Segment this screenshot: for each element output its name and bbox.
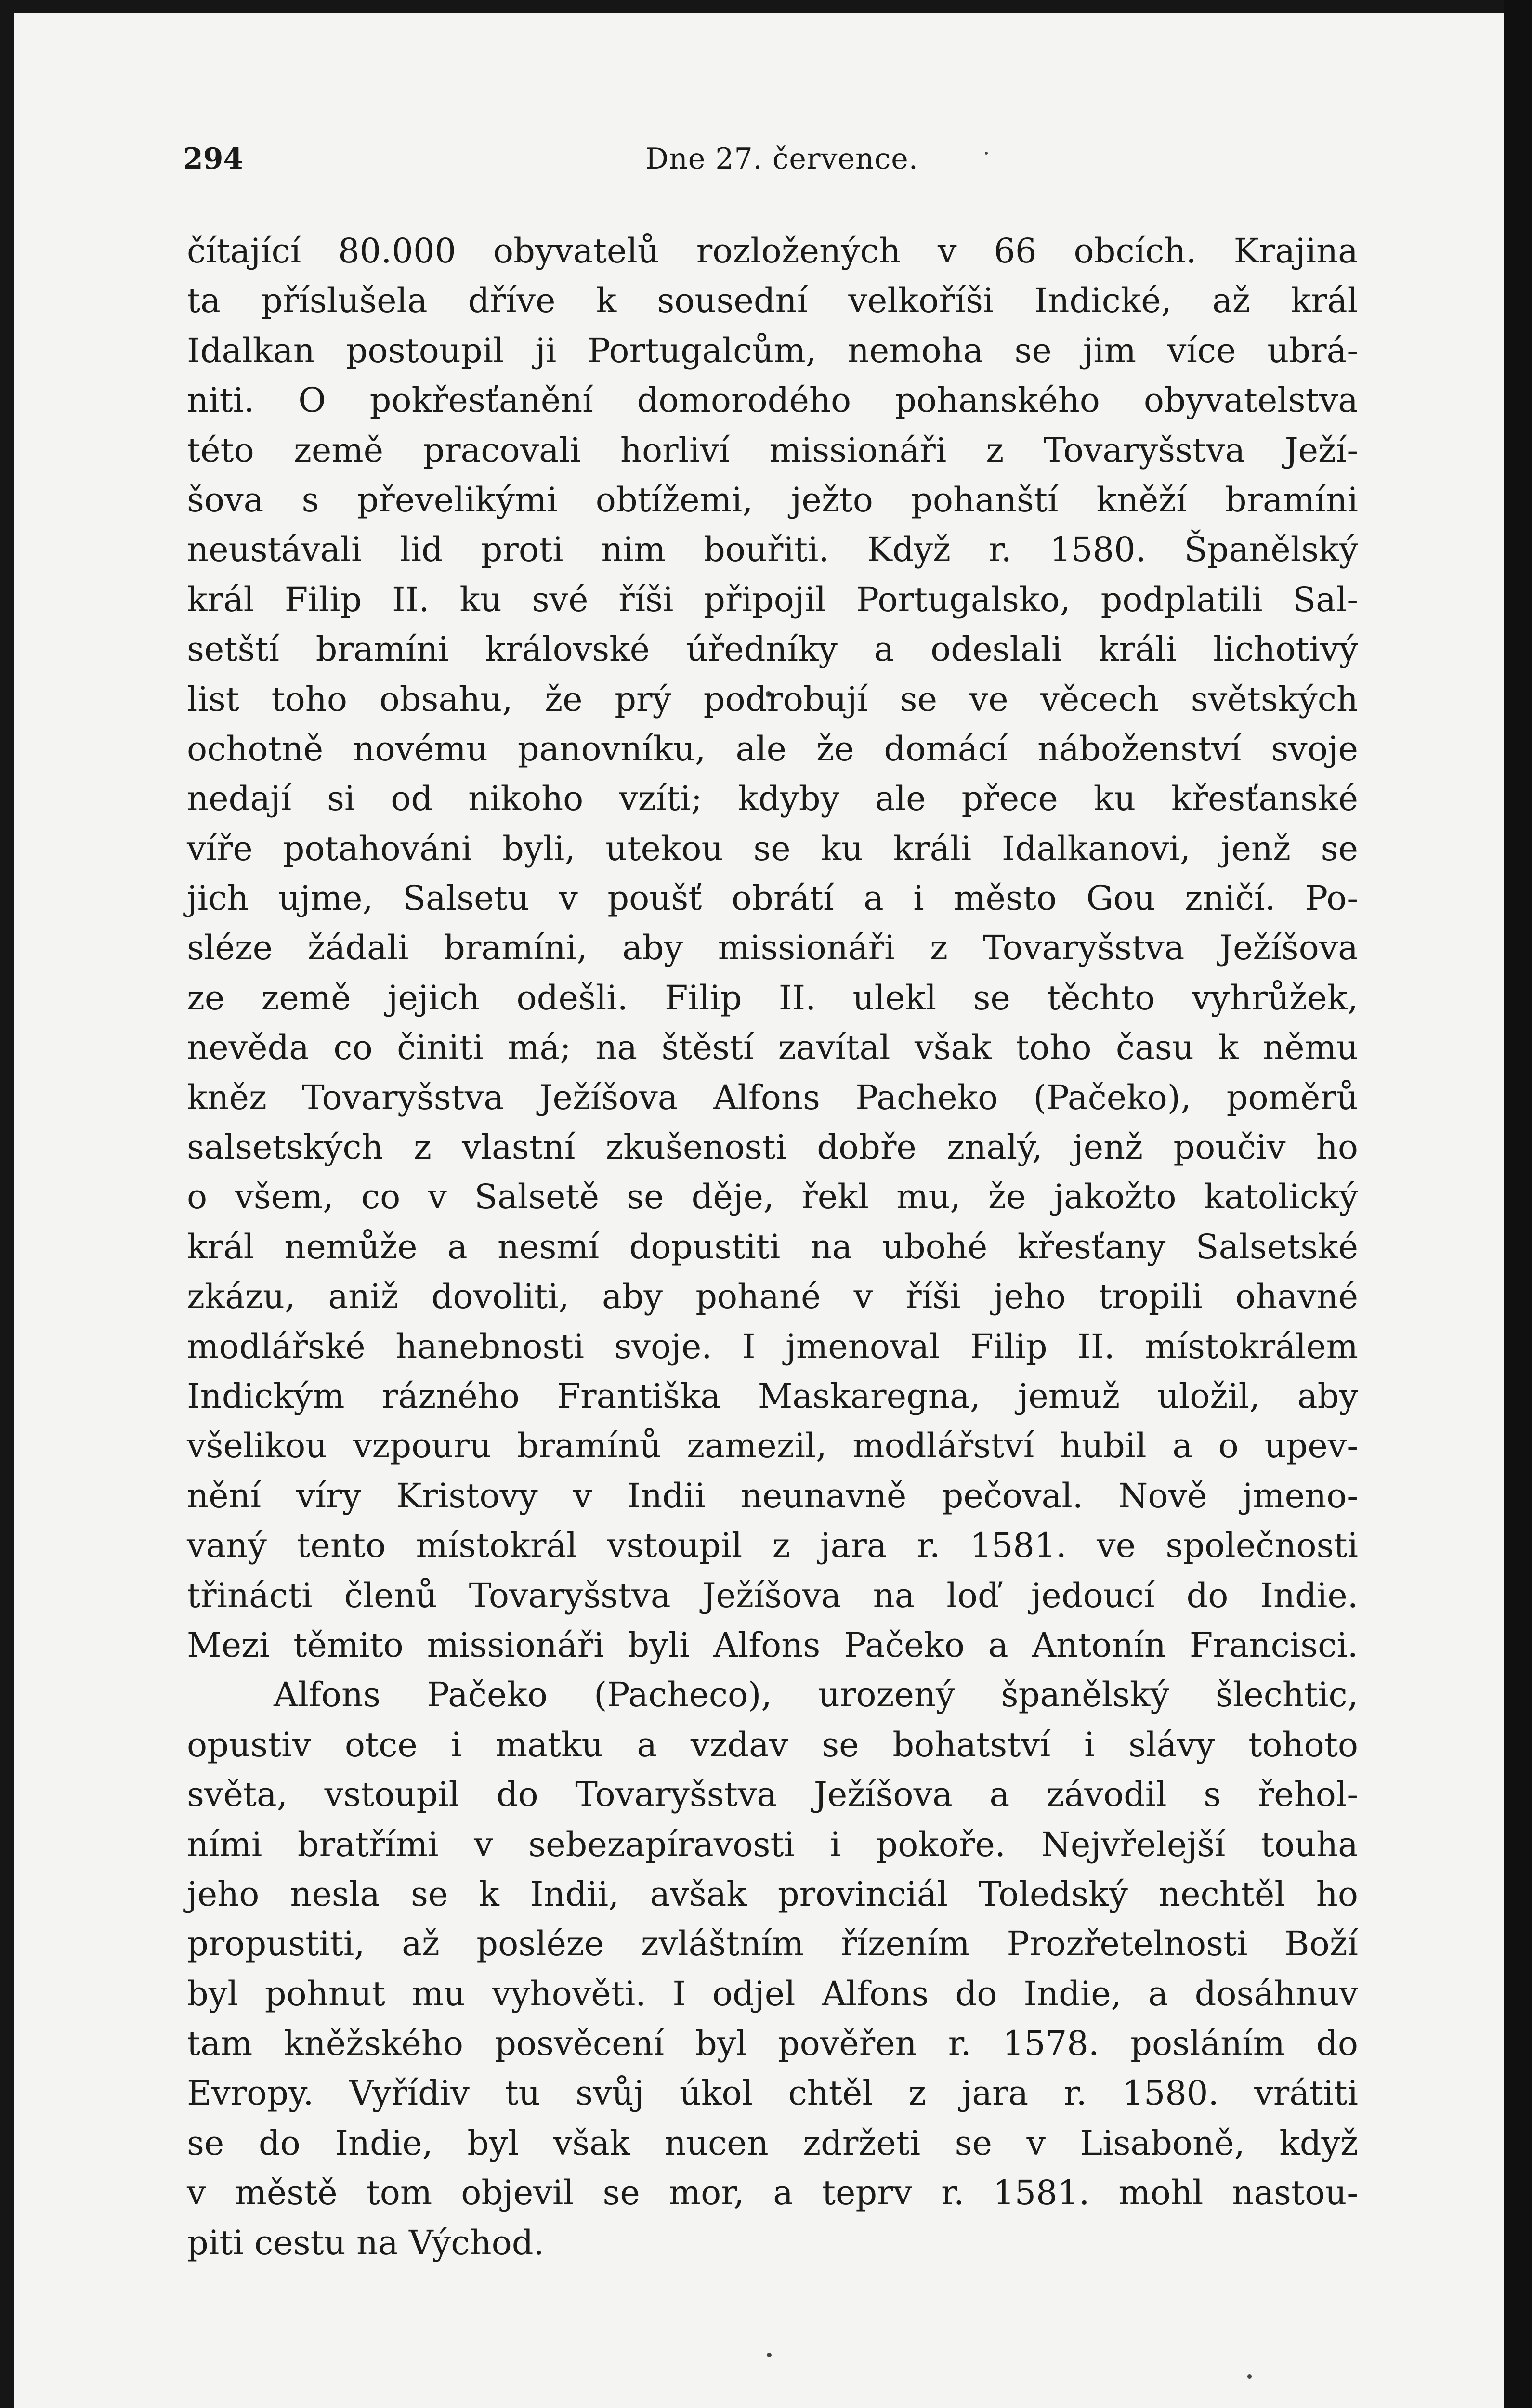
text-line: ta příslušela dříve k sousední velkoříši Indické, až král — [187, 281, 1358, 321]
text-line: světa, vstoupil do Tovaryšstva Ježíšova a závodil s řehol- — [187, 1775, 1358, 1815]
text-line: této země pracovali horliví missionáři z Tovaryšstva Ježí- — [187, 430, 1358, 470]
text-line: nění víry Kristovy v Indii neunavně pečoval. Nově jmeno- — [187, 1476, 1358, 1516]
dust-speck — [1247, 2374, 1252, 2379]
text-line: třinácti členů Tovaryšstva Ježíšova na loď jedoucí do Indie. — [187, 1575, 1358, 1615]
text-line: ochotně novému panovníku, ale že domácí náboženství svoje — [187, 729, 1358, 769]
text-line: jeho nesla se k Indii, avšak provinciál Toledský nechtěl ho — [187, 1874, 1358, 1914]
page-number: 294 — [183, 142, 244, 176]
text-line: nevěda co činiti má; na štěstí zavítal však toho času k němu — [187, 1028, 1358, 1068]
text-line: nedají si od nikoho vzíti; kdyby ale přece ku křesťanské — [187, 779, 1358, 819]
text-line: Idalkan postoupil ji Portugalcům, nemoha se jim více ubrá- — [187, 330, 1358, 370]
text-line: král Filip II. ku své říši připojil Portugalsko, podplatili Sal- — [187, 579, 1358, 619]
text-line: byl pohnut mu vyhověti. I odjel Alfons do Indie, a dosáhnuv — [187, 1974, 1358, 2014]
text-line: vaný tento místokrál vstoupil z jara r. 1581. ve společnosti — [187, 1526, 1358, 1566]
paragraph — [187, 226, 1358, 1670]
scan-border-left — [0, 0, 14, 2408]
text-line: sléze žádali bramíni, aby missionáři z Tovaryšstva Ježíšova — [187, 928, 1358, 968]
text-line: niti. O pokřesťanění domorodého pohanského obyvatelstva — [187, 380, 1358, 420]
text-line: král nemůže a nesmí dopustiti na ubohé křesťany Salsetské — [187, 1227, 1358, 1267]
text-line: čítající 80.000 obyvatelů rozložených v 66 obcích. Krajina — [187, 231, 1358, 271]
text-line: neustávali lid proti nim bouřiti. Když r. 1580. Španělský — [187, 530, 1358, 570]
page-header — [183, 142, 1358, 195]
text-line: salsetských z vlastní zkušenosti dobře znalý, jenž poučiv ho — [187, 1127, 1358, 1167]
text-line: kněz Tovaryšstva Ježíšova Alfons Pacheko (Pačeko), poměrů — [187, 1077, 1358, 1117]
text-line: víře potahováni byli, utekou se ku králi Idalkanovi, jenž se — [187, 828, 1358, 868]
text-line: jich ujme, Salsetu v poušť obrátí a i město Gou zničí. Po- — [187, 878, 1358, 918]
text-line: list toho obsahu, že prý podrobují se ve věcech světských — [187, 679, 1358, 719]
paragraph — [187, 1670, 1358, 2268]
body-text — [187, 226, 1358, 2268]
text-line: piti cestu na Východ. — [187, 2223, 544, 2263]
text-line: ními bratřími v sebezapíravosti i pokoře. Nejvřelejší touha — [187, 1824, 1358, 1864]
text-line: se do Indie, byl však nucen zdržeti se v Lisaboně, když — [187, 2123, 1358, 2163]
scan-border-top — [0, 0, 1532, 13]
dust-speck — [767, 2353, 772, 2357]
text-line: ze země jejich odešli. Filip II. ulekl se těchto vyhrůžek, — [187, 978, 1358, 1018]
running-title: Dne 27. července. — [645, 142, 918, 176]
text-line: modlářské hanebnosti svoje. I jmenoval Filip II. místokrálem — [187, 1326, 1358, 1366]
text-line: v městě tom objevil se mor, a teprv r. 1581. mohl nastou- — [187, 2173, 1358, 2213]
scan-border-right — [1504, 0, 1532, 2408]
text-line: tam kněžského posvěcení byl pověřen r. 1578. posláním do — [187, 2024, 1358, 2064]
text-line: Alfons Pačeko (Pacheco), urozený španělský šlechtic, — [274, 1675, 1358, 1715]
text-line: šova s převelikými obtížemi, ježto pohanští kněží bramíni — [187, 480, 1358, 520]
text-line: setští bramíni královské úředníky a odeslali králi lichotivý — [187, 629, 1358, 669]
text-line: Evropy. Vyřídiv tu svůj úkol chtěl z jara r. 1580. vrátiti — [187, 2073, 1358, 2113]
text-line: o všem, co v Salsetě se děje, řekl mu, že jakožto katolický — [187, 1177, 1358, 1217]
text-line: opustiv otce i matku a vzdav se bohatství i slávy tohoto — [187, 1725, 1358, 1765]
text-line: všelikou vzpouru bramínů zamezil, modlářství hubil a o upev- — [187, 1426, 1358, 1466]
text-line: Mezi těmito missionáři byli Alfons Pačeko a Antonín Francisci. — [187, 1625, 1358, 1665]
text-line: zkázu, aniž dovoliti, aby pohané v říši jeho tropili ohavné — [187, 1277, 1358, 1317]
text-line: propustiti, až posléze zvláštním řízením Prozřetelnosti Boží — [187, 1924, 1358, 1964]
text-line: Indickým rázného Františka Maskaregna, jemuž uložil, aby — [187, 1376, 1358, 1416]
